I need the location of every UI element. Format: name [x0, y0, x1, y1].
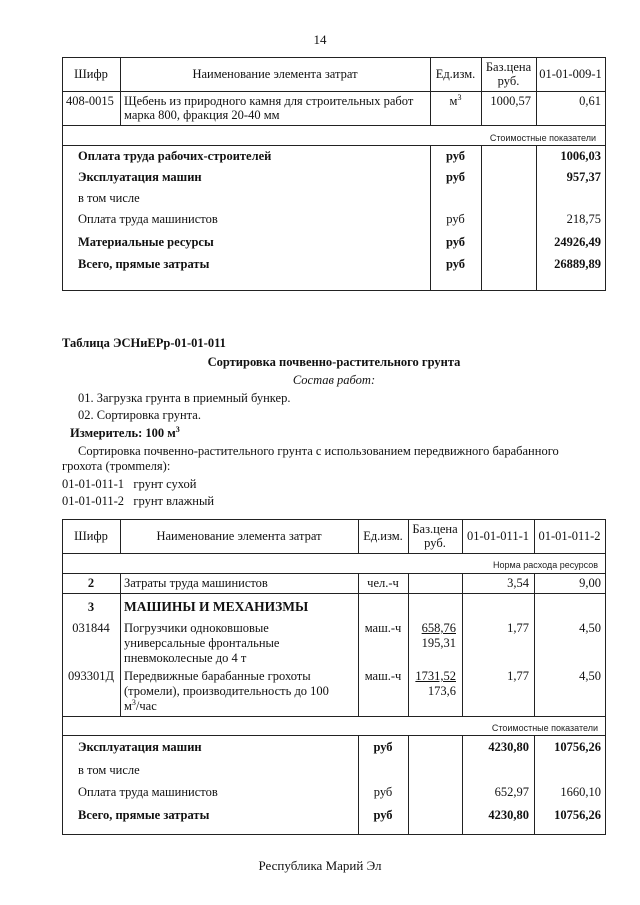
t1-material-price: 1000,57 [490, 94, 531, 108]
t2-labor-unit: чел.-ч [367, 576, 399, 590]
t2-labor-v1: 3,54 [507, 576, 529, 590]
t1-cost-label: Стоимостные показатели [489, 133, 596, 143]
description-2: грохота (тромmеля): [62, 459, 171, 473]
t1-row-0-value: 1006,03 [560, 149, 601, 163]
t2-norm-label: Норма расхода ресурсов [493, 560, 598, 570]
t2-header-col2: 01-01-011-2 [538, 529, 601, 543]
t1-header-col1: 01-01-009-1 [539, 67, 602, 81]
t2-m2-price-top: 1731,52 [415, 669, 456, 683]
t2-m1-price-top: 658,76 [421, 621, 456, 635]
footer: Республика Марий Эл [258, 858, 382, 873]
t2-row-1-name: в том числе [78, 763, 140, 777]
t2-row-2-v1: 652,97 [494, 785, 529, 799]
composition-label: Состав работ: [292, 373, 376, 387]
t2-row-2-v2: 1660,10 [560, 785, 601, 799]
t2-section-title: МАШИНЫ И МЕХАНИЗМЫ [124, 599, 309, 614]
t2-labor-name: Затраты труда машинистов [124, 576, 268, 590]
t1-row-0-name: Оплата труда рабочих-строителей [78, 149, 272, 163]
t2-m2-v2: 4,50 [579, 669, 601, 683]
t2-row-3-unit: руб [373, 808, 393, 822]
variant-2: 01-01-011-2 грунт влажный [62, 494, 215, 508]
t2-m1-code: 031844 [72, 621, 110, 635]
t2-row-2-unit: руб [373, 785, 393, 799]
t1-material-name-2: марка 800, фракция 20-40 мм [124, 108, 280, 122]
t1-row-0-unit: руб [445, 149, 466, 163]
t1-row-4-name: Материальные ресурсы [78, 235, 214, 249]
t1-row-5-value: 26889,89 [554, 257, 601, 271]
t2-row-0-name: Эксплуатация машин [78, 740, 202, 754]
t2-m1-name-3: пневмоколесные до 4 т [124, 651, 247, 665]
t1-row-1-unit: руб [445, 170, 466, 184]
t2-m1-v1: 1,77 [507, 621, 529, 635]
description-1: Сортировка почвенно-растительного грунта с использованием передвижного барабанного [78, 444, 559, 458]
t1-material-code: 408-0015 [66, 94, 114, 108]
t1-header-unit: Ед.изм. [435, 67, 476, 81]
t2-row-3-name: Всего, прямые затраты [78, 808, 210, 822]
t2-row-0-v1: 4230,80 [488, 740, 529, 754]
t2-labor-v2: 9,00 [579, 576, 601, 590]
step-2: 02. Сортировка грунта. [78, 408, 201, 422]
t2-m2-name-3: $м^3$/час [124, 697, 157, 713]
t1-row-3-value: 218,75 [566, 212, 601, 226]
t2-header-unit: Ед.изм. [363, 529, 403, 543]
page-number: 14 [313, 32, 327, 47]
t2-section-num: 3 [87, 600, 95, 614]
t2-m2-name-1: Передвижные барабанные грохоты [124, 669, 311, 683]
table-title: Таблица ЭСНиЕРр-01-01-011 [62, 336, 226, 350]
t2-row-0-v2: 10756,26 [554, 740, 601, 754]
t2-header-name: Наименование элемента затрат [156, 529, 322, 543]
t1-material-value: 0,61 [579, 94, 601, 108]
t2-header-col1: 01-01-011-1 [466, 529, 530, 543]
t2-m2-price-bottom: 173,6 [427, 684, 456, 698]
t2-header-price: Баз.цена руб. [412, 522, 458, 550]
t1-row-4-unit: руб [445, 235, 466, 249]
t2-m2-v1: 1,77 [507, 669, 529, 683]
step-1: 01. Загрузка грунта в приемный бункер. [78, 391, 291, 405]
t1-header-name: Наименование элемента затрат [192, 67, 358, 81]
t1-row-1-name: Эксплуатация машин [78, 170, 202, 184]
t2-cost-label: Стоимостные показатели [491, 723, 598, 733]
t1-row-1-value: 957,37 [566, 170, 601, 184]
t1-row-3-unit: руб [446, 212, 465, 226]
t1-row-2-name: в том числе [78, 191, 140, 205]
measure: Измеритель: 100 $м^3$ [70, 424, 180, 440]
t2-m1-price-bottom: 195,31 [421, 636, 456, 650]
t1-material-name-1: Щебень из природного камня для строительных работ [124, 94, 414, 108]
t1-row-4-value: 24926,49 [554, 235, 601, 249]
t2-labor-num: 2 [87, 576, 95, 590]
t1-material-unit: $м^3$ [449, 92, 462, 108]
t2-m2-unit: маш.-ч [364, 669, 402, 683]
t2-row-0-unit: руб [373, 740, 393, 754]
t1-row-5-unit: руб [445, 257, 466, 271]
section-title: Сортировка почвенно-растительного грунта [207, 355, 461, 369]
t2-header-code: Шифр [74, 529, 108, 543]
t2-row-2-name: Оплата труда машинистов [78, 785, 218, 799]
t1-row-3-name: Оплата труда машинистов [78, 212, 218, 226]
t1-header-price: Баз.цена руб. [485, 60, 532, 88]
t1-header-code: Шифр [74, 67, 108, 81]
t2-m1-name-1: Погрузчики одноковшовые [124, 621, 269, 635]
t2-m2-name-2: (тромели), производительность до 100 [124, 684, 329, 698]
t2-m1-unit: маш.-ч [364, 621, 402, 635]
variant-1: 01-01-011-1 грунт сухой [62, 477, 197, 491]
t1-row-5-name: Всего, прямые затраты [78, 257, 210, 271]
t2-m1-name-2: универсальные фронтальные [124, 636, 280, 650]
t2-row-3-v1: 4230,80 [488, 808, 529, 822]
t2-m1-v2: 4,50 [579, 621, 601, 635]
t2-m2-code: 093301Д [67, 669, 115, 683]
t2-row-3-v2: 10756,26 [554, 808, 601, 822]
